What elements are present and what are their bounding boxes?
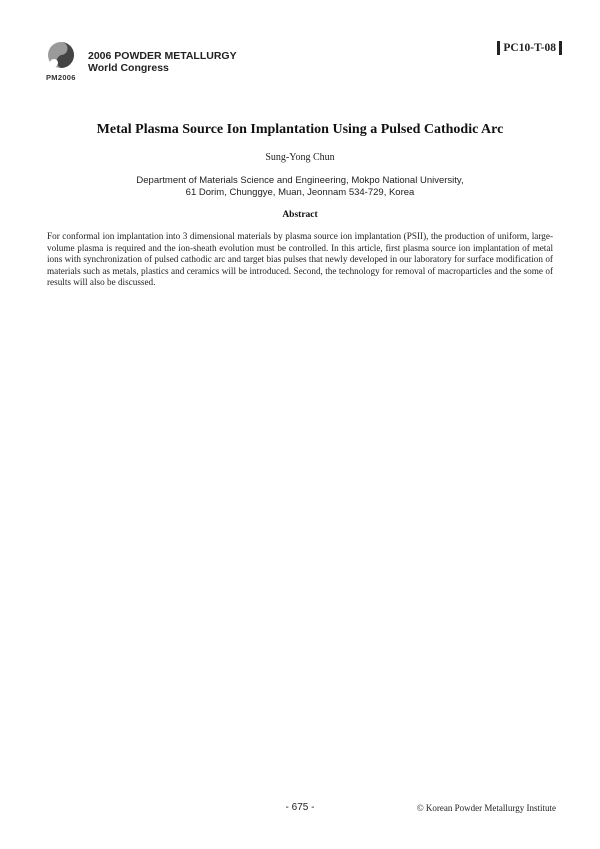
affiliation-line-2: 61 Dorim, Chunggye, Muan, Jeonnam 534-729, Korea <box>185 187 415 198</box>
conference-line-2: World Congress <box>88 62 169 74</box>
abstract-heading: Abstract <box>282 210 318 220</box>
copyright-notice: © Korean Powder Metallurgy Institute <box>416 803 556 813</box>
conference-line-1: 2006 POWDER METALLURGY <box>88 50 237 62</box>
page-number: - 675 - <box>285 802 315 813</box>
paper-author: Sung-Yong Chun <box>265 152 335 163</box>
badge-right-bar <box>559 41 562 55</box>
conference-name <box>88 50 237 74</box>
paper-title: Metal Plasma Source Ion Implantation Using a Pulsed Cathodic Arc <box>96 122 504 137</box>
paper-code-badge <box>497 41 562 55</box>
badge-left-bar <box>497 41 500 55</box>
abstract-body: For conformal ion implantation into 3 dimensional materials by plasma source ion implantation (PSII), the production of uniform, large-volume plasma is required and the ion-sheath evolution must be controlled. In this article, first plasma source ion implantation of metal ions with synchronization of pulsed cathodic arc and target bias pulses that newly developed in our laboratory for surface modification of materials such as metals, plastics and ceramics will be introduced. Second, the technology for removal of macroparticles and the some of results will also be discussed. <box>47 231 553 288</box>
affiliation-line-1: Department of Materials Science and Engineering, Mokpo National University, <box>136 175 464 186</box>
affiliation <box>0 175 600 199</box>
logo-text: PM2006 <box>46 73 76 82</box>
paper-code: PC10-T-08 <box>503 42 556 54</box>
